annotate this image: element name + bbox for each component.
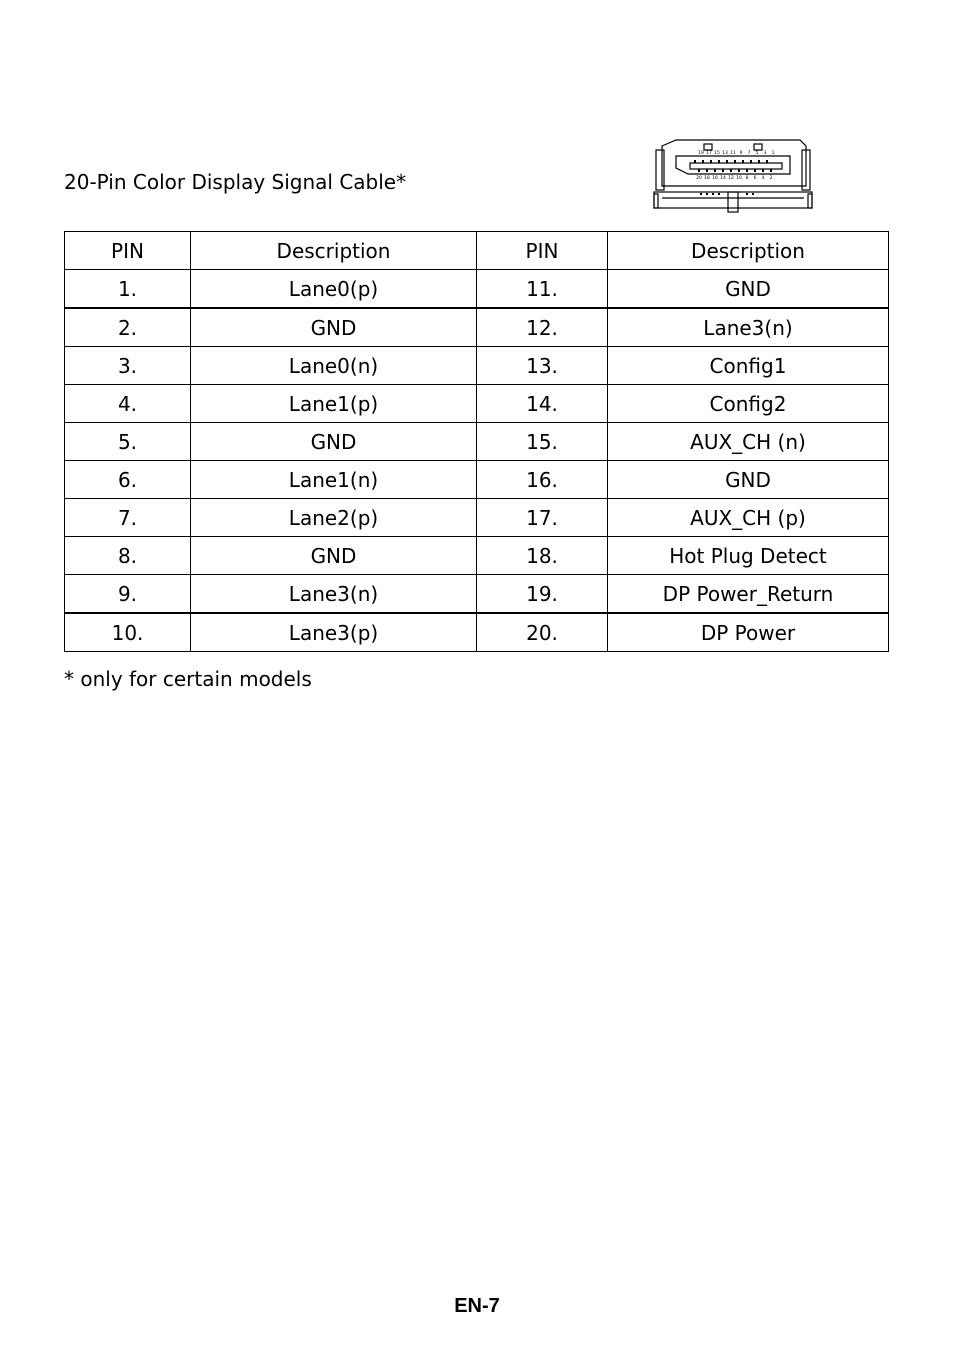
pin-number-cell: 14. <box>477 385 608 423</box>
table-row <box>65 499 889 537</box>
displayport-connector-icon <box>650 136 816 214</box>
table-row <box>65 461 889 499</box>
pin-number-cell: 10. <box>65 613 191 652</box>
pin-number-cell: 9. <box>65 575 191 614</box>
description-cell: DP Power <box>608 613 889 652</box>
section-heading: 20-Pin Color Display Signal Cable* <box>64 170 407 194</box>
footnote: * only for certain models <box>64 667 312 691</box>
description-cell: Lane3(n) <box>608 308 889 347</box>
connector-pin-label: 11 <box>730 151 736 156</box>
pin-number-cell: 18. <box>477 537 608 575</box>
column-header-pin: PIN <box>65 232 191 270</box>
description-cell: AUX_CH (n) <box>608 423 889 461</box>
connector-pin-label: 8 <box>745 176 749 181</box>
connector-pin-label: 18 <box>704 176 710 181</box>
pin-number-cell: 8. <box>65 537 191 575</box>
description-cell: Config1 <box>608 347 889 385</box>
connector-pin-label: 12 <box>728 176 734 181</box>
table-row <box>65 270 889 309</box>
connector-pin-label: 4 <box>761 176 765 181</box>
column-header-pin: PIN <box>477 232 608 270</box>
description-cell: GND <box>191 537 477 575</box>
table-header-row <box>65 232 889 270</box>
description-cell: Lane2(p) <box>191 499 477 537</box>
page-number: EN-7 <box>454 1295 500 1317</box>
pin-number-cell: 1. <box>65 270 191 309</box>
description-cell: GND <box>608 461 889 499</box>
column-header-description: Description <box>191 232 477 270</box>
description-cell: Config2 <box>608 385 889 423</box>
description-cell: Lane1(p) <box>191 385 477 423</box>
table-row <box>65 385 889 423</box>
connector-pin-label: 3 <box>763 151 767 156</box>
pin-number-cell: 6. <box>65 461 191 499</box>
pin-number-cell: 4. <box>65 385 191 423</box>
connector-pin-label: 14 <box>720 176 726 181</box>
column-header-description: Description <box>608 232 889 270</box>
table-row <box>65 347 889 385</box>
connector-pin-label: 7 <box>747 151 751 156</box>
pin-number-cell: 17. <box>477 499 608 537</box>
description-cell: GND <box>608 270 889 309</box>
pin-number-cell: 16. <box>477 461 608 499</box>
description-cell: Lane1(n) <box>191 461 477 499</box>
connector-pin-label: 15 <box>714 151 720 156</box>
table-row <box>65 308 889 347</box>
pin-assignment-table <box>64 231 889 652</box>
pin-number-cell: 12. <box>477 308 608 347</box>
connector-pin-label: 5 <box>755 151 759 156</box>
description-cell: Hot Plug Detect <box>608 537 889 575</box>
table-row <box>65 423 889 461</box>
connector-pin-label: 17 <box>706 151 712 156</box>
description-cell: GND <box>191 423 477 461</box>
description-cell: GND <box>191 308 477 347</box>
pin-number-cell: 11. <box>477 270 608 309</box>
table-row <box>65 613 889 652</box>
pin-number-cell: 13. <box>477 347 608 385</box>
connector-pin-label: 13 <box>722 151 728 156</box>
pin-number-cell: 2. <box>65 308 191 347</box>
pin-number-cell: 7. <box>65 499 191 537</box>
pin-number-cell: 15. <box>477 423 608 461</box>
connector-pin-label: 6 <box>753 176 757 181</box>
description-cell: Lane0(n) <box>191 347 477 385</box>
table-row <box>65 575 889 614</box>
description-cell: DP Power_Return <box>608 575 889 614</box>
description-cell: Lane0(p) <box>191 270 477 309</box>
connector-pin-label: 19 <box>698 151 704 156</box>
description-cell: AUX_CH (p) <box>608 499 889 537</box>
pin-number-cell: 19. <box>477 575 608 614</box>
pin-number-cell: 5. <box>65 423 191 461</box>
description-cell: Lane3(n) <box>191 575 477 614</box>
connector-pin-label: 9 <box>739 151 743 156</box>
connector-pin-label: 10 <box>736 176 742 181</box>
connector-pin-label: 16 <box>712 176 718 181</box>
description-cell: Lane3(p) <box>191 613 477 652</box>
pin-number-cell: 3. <box>65 347 191 385</box>
connector-pin-label: 2 <box>769 176 773 181</box>
connector-pin-label: 20 <box>696 176 702 181</box>
connector-pin-label: 1 <box>771 151 775 156</box>
table-row <box>65 537 889 575</box>
pin-number-cell: 20. <box>477 613 608 652</box>
